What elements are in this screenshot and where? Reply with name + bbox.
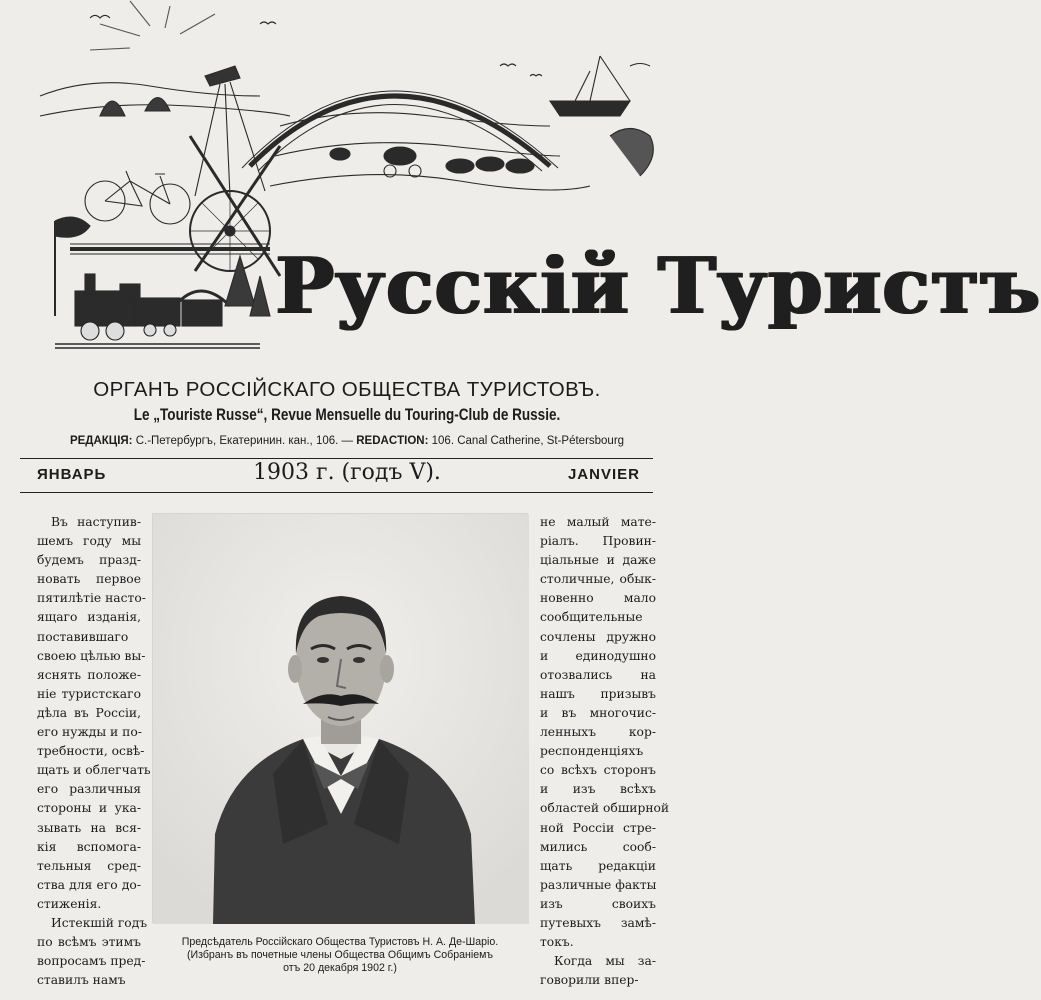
text-line: столичные, обык-	[540, 572, 656, 587]
month-ru: ЯНВАРЬ	[37, 466, 107, 483]
text-line: Въ наступив-	[51, 515, 141, 529]
text-line: ціальные и даже	[540, 553, 656, 568]
magazine-title: Русскій Туристъ	[275, 240, 1041, 332]
redaction-line	[0, 435, 694, 447]
text-line: ставилъ намъ	[37, 973, 126, 988]
left-text-column	[37, 513, 151, 990]
text-line: требности, освѣ-	[37, 744, 145, 759]
text-line: изъ своихъ	[540, 896, 656, 911]
text-line: щать и облегчать	[37, 763, 151, 778]
text-line: будемъ празд-	[37, 553, 141, 568]
text-line: ріалъ. Провин-	[540, 534, 656, 549]
masthead-illustration	[30, 6, 1041, 368]
top-rule	[20, 458, 653, 459]
text-line: тельныя сред-	[37, 858, 141, 873]
caption-line-3: отъ 20 декабря 1902 г.)	[283, 962, 397, 974]
text-line: его нужды и по-	[37, 725, 142, 740]
redaction-fr-label: REDACTION:	[356, 435, 429, 447]
bottom-rule	[20, 492, 653, 493]
text-line: зывать на вся-	[37, 820, 141, 835]
text-line: яснять положе-	[37, 667, 141, 682]
text-line: поставившаго	[37, 629, 129, 644]
text-line: по всѣмъ этимъ	[37, 935, 141, 950]
text-line: сочлены дружно	[540, 629, 656, 644]
text-line: пятилѣтіе насто-	[37, 591, 146, 606]
text-line: ства для его до-	[37, 877, 141, 892]
text-line: своею цѣлью вы-	[37, 648, 146, 663]
redaction-ru-text: С.-Петербургъ, Екатеринин. кан., 106. —	[135, 435, 354, 447]
text-line: и единодушно	[540, 648, 656, 663]
right-text-column	[540, 513, 670, 990]
month-fr: JANVIER	[567, 466, 640, 483]
text-line: Когда мы за-	[554, 954, 656, 969]
text-line: ящаго изданія,	[37, 610, 141, 625]
text-line: респонденціяхъ	[540, 744, 644, 759]
caption-line-1: Предсѣдатель Россійскаго Общества Туристовъ Н. А. Де-Шаріо.	[181, 936, 499, 948]
text-line: мились сооб-	[540, 839, 656, 854]
text-line: путевыхъ замѣ-	[540, 915, 656, 930]
text-line: со всѣхъ сторонъ	[540, 763, 656, 778]
text-line: различные факты	[540, 877, 657, 892]
portrait-figure	[153, 514, 529, 924]
text-line: ной Россіи стре-	[540, 820, 656, 835]
text-line: отозвались на	[540, 667, 656, 682]
text-line: ленныхъ кор-	[540, 725, 656, 740]
text-line: его различныя	[37, 782, 141, 797]
french-subtitle: Le „Touriste Russe“, Revue Mensuelle du Touring-Club de Russie.	[133, 406, 561, 424]
text-line: областей обширной	[540, 801, 670, 816]
text-line: токъ.	[540, 935, 574, 950]
text-line: новать первое	[37, 572, 141, 587]
text-line: вопросамъ пред-	[37, 954, 146, 969]
text-line: стороны и ука-	[37, 801, 141, 816]
redaction-ru-label: РЕДАКЦІЯ:	[69, 435, 133, 447]
text-line: и въ многочис-	[540, 705, 656, 720]
text-line: и изъ всѣхъ	[540, 782, 656, 797]
caption-line-2: (Избранъ въ почетные члены Общества Общимъ Собраніемъ	[186, 949, 494, 961]
portrait-photo	[152, 513, 528, 923]
text-line: кія вспомога-	[37, 839, 141, 854]
text-line: щать редакціи	[540, 858, 656, 873]
organ-line: ОРГАНЪ РОССІЙСКАГО ОБЩЕСТВА ТУРИСТОВЪ.	[93, 378, 601, 401]
text-line: шемъ году мы	[37, 534, 141, 549]
text-line: нашъ призывъ	[540, 686, 656, 701]
text-line: не малый мате-	[540, 515, 656, 529]
text-line: новенно мало	[540, 591, 656, 606]
redaction-fr-text: 106. Canal Catherine, St-Pétersbourg	[431, 435, 625, 447]
text-line: стиженія.	[37, 896, 102, 911]
text-line: дѣла въ Россіи,	[37, 705, 141, 720]
text-line: ніе туристскаго	[37, 686, 141, 701]
text-line: Истекшій годъ	[51, 915, 148, 930]
text-line: говорили впер-	[540, 973, 639, 988]
issue-year: 1903 г. (годъ V).	[253, 460, 441, 485]
text-line: сообщительные	[540, 610, 643, 625]
